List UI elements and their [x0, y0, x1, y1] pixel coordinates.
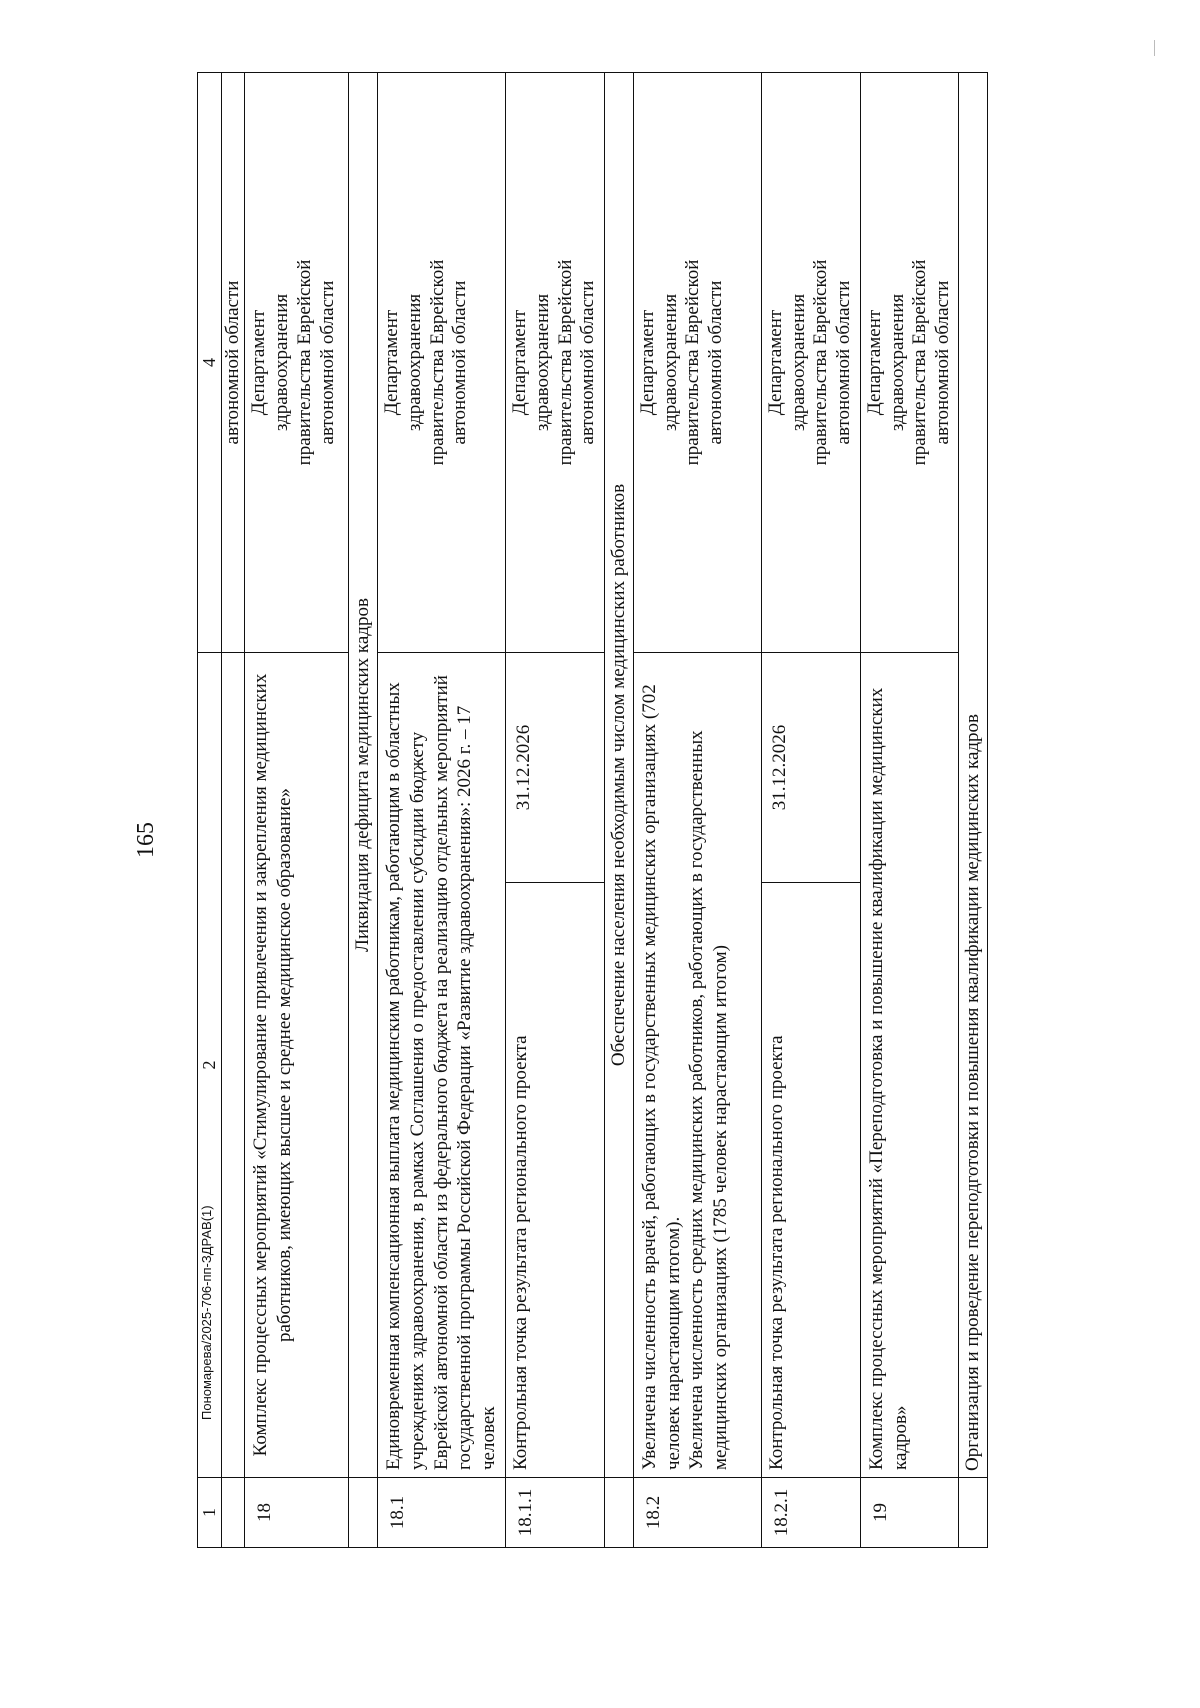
row-description: Контрольная точка результата регионального проекта: [761, 883, 860, 1478]
responsible-cell: Департамент здравоохранения правительства Еврейской автономной области: [860, 73, 958, 653]
table-row: [860, 73, 958, 1548]
scan-edge-mark: [1154, 40, 1155, 56]
table-row: [378, 73, 506, 1548]
row-number: 18.2.1: [761, 1478, 860, 1548]
header-col-2: 2: [198, 653, 222, 1478]
row-number: 19: [860, 1478, 958, 1548]
section-title: Ликвидация дефицита медицинских кадров: [349, 73, 378, 1478]
rotated-table-wrapper: [197, 73, 1037, 1548]
responsible-cell: Департамент здравоохранения правительства Еврейской автономной области: [633, 73, 761, 653]
responsible-cell: Департамент здравоохранения правительства Еврейской автономной области: [506, 73, 605, 653]
table-row: [761, 73, 860, 1548]
responsible-cell: Департамент здравоохранения правительства Еврейской автономной области: [378, 73, 506, 653]
plan-table: [197, 72, 988, 1548]
continuation-text: автономной области: [221, 73, 245, 653]
row-description: Комплекс процессных мероприятий «Стимулирование привлечения и закрепления медицинских работников, имеющих высшее и среднее медицинское образование»: [245, 653, 349, 1478]
table-row: [221, 73, 245, 1548]
footer-document-code: Пономарева/2025-706-пп-ЗДРАВ(1): [199, 1205, 214, 1420]
row-description: Комплекс процессных мероприятий «Переподготовка и повышение квалификации медицинских кадров»: [860, 653, 958, 1478]
table-row: [633, 73, 761, 1548]
page-number: 165: [133, 822, 159, 858]
row-number: 18.1: [378, 1478, 506, 1548]
row-description: Увеличена численность врачей, работающих в государственных медицинских организациях (702 человек нарастающим итогом). Увеличена численность средних медицинских работников, работающих в государственных медицинских организациях (1785 человек нарастающим итогом): [633, 653, 761, 1478]
header-col-1: 1: [198, 1478, 222, 1548]
responsible-cell: Департамент здравоохранения правительства Еврейской автономной области: [761, 73, 860, 653]
row-description: Единовременная компенсационная выплата медицинским работникам, работающим в областных учреждениях здравоохранения, в рамках Соглашения о предоставлении субсидии бюджету Еврейской автономной области из федерального бюджета на реализацию отдельных мероприятий государственной программы Российской Федерации «Развитие здравоохранения»: 2026 г. – 17 человек: [378, 653, 506, 1478]
section-row: [605, 73, 634, 1548]
table-row: [506, 73, 605, 1548]
row-number: 18.1.1: [506, 1478, 605, 1548]
due-date: 31.12.2026: [506, 653, 605, 883]
responsible-cell: Департамент здравоохранения правительства Еврейской автономной области: [245, 73, 349, 653]
row-number: 18: [245, 1478, 349, 1548]
section-title: Обеспечение населения необходимым числом медицинских работников: [605, 73, 634, 1478]
due-date: 31.12.2026: [761, 653, 860, 883]
header-col-4: 4: [198, 73, 222, 653]
row-description: Контрольная точка результата регионального проекта: [506, 883, 605, 1478]
section-row: [958, 73, 987, 1548]
table-row: [245, 73, 349, 1548]
section-title: Организация и проведение переподготовки и повышения квалификации медицинских кадров: [958, 73, 987, 1478]
row-number: 18.2: [633, 1478, 761, 1548]
section-row: [349, 73, 378, 1548]
